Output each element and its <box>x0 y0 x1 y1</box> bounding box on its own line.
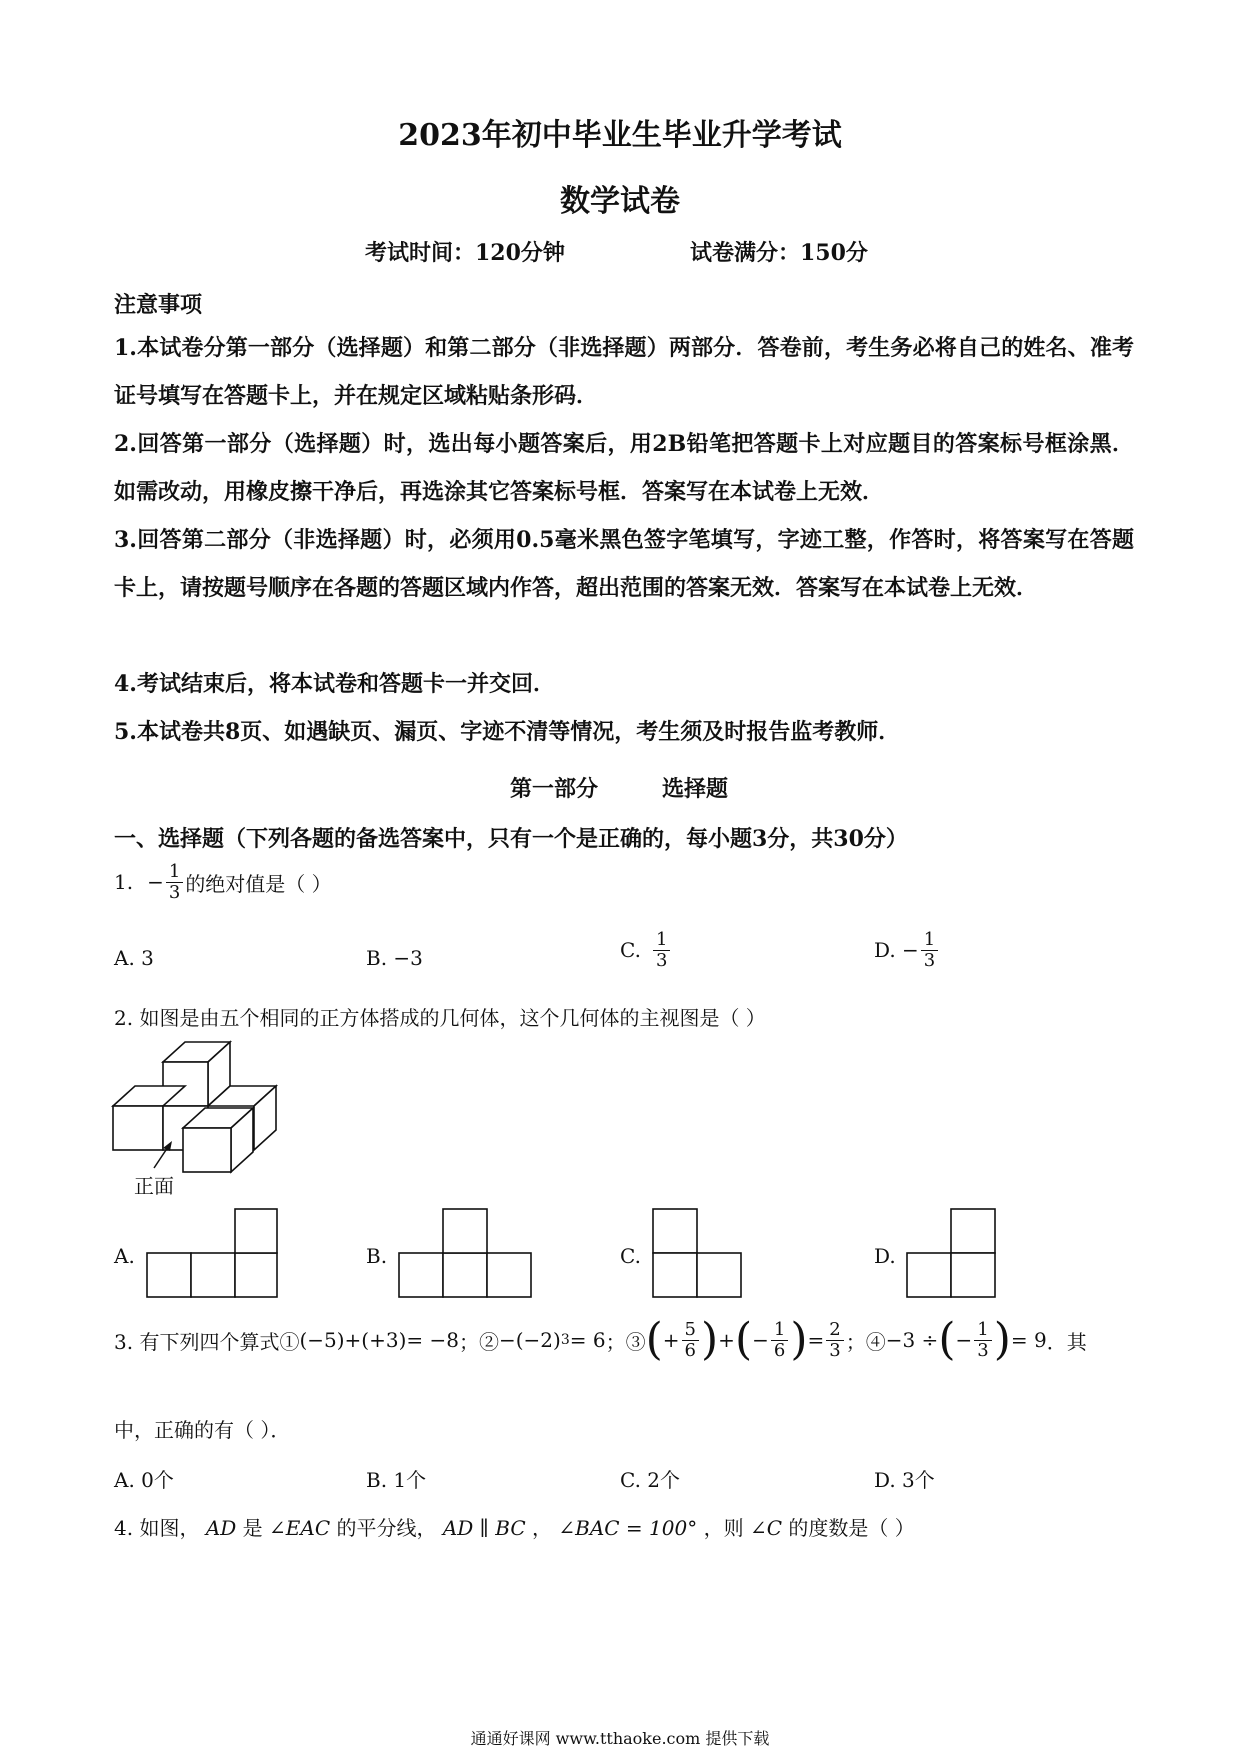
q2-option-d-label: D. <box>874 1244 896 1268</box>
q3-expr-2a: −(−2) <box>498 1328 561 1352</box>
fraction-denominator: 3 <box>977 1339 989 1361</box>
q3-expr-2-exponent: 3 <box>560 1332 570 1348</box>
q3-option-a: A. 0个 <box>114 1468 174 1492</box>
square <box>487 1253 531 1297</box>
q1-option-a: A. 3 <box>114 946 154 970</box>
q3-sep-1: ；② <box>458 1329 499 1354</box>
square <box>951 1253 995 1297</box>
square <box>697 1253 741 1297</box>
fraction <box>826 1320 843 1361</box>
q2-option-b-label: B. <box>366 1244 388 1268</box>
exam-title: 2023年初中毕业生毕业升学考试 <box>398 118 842 153</box>
q2-option-c-label: C. <box>620 1244 641 1268</box>
question-1 <box>114 862 332 903</box>
right-paren: ) <box>701 1314 719 1365</box>
square <box>399 1253 443 1297</box>
q4-part-6: 的度数是（ ） <box>788 1516 915 1540</box>
q2-option-a-label: A. <box>114 1244 135 1268</box>
fraction-numerator: 5 <box>682 1320 699 1341</box>
q3-expr-4a: −3 ÷ <box>885 1328 939 1352</box>
footer-text: 通通好课网 www.tthaoke.com 提供下载 <box>470 1729 770 1748</box>
part-label: 第一部分 <box>510 776 599 802</box>
fraction-denominator: 6 <box>684 1339 696 1361</box>
q3-option-b: B. 1个 <box>366 1468 427 1492</box>
left-paren: ( <box>938 1314 956 1365</box>
question-2-text: 2. 如图是由五个相同的正方体搭成的几何体，这个几何体的主视图是（ ） <box>114 1006 766 1030</box>
note-item-2: 2.回答第一部分（选择题）时，选出每小题答案后，用2B铅笔把答题卡上对应题目的答案标号框涂黑．如需改动，用橡皮擦干净后，再选涂其它答案标号框．答案写在本试卷上无效． <box>114 431 1134 505</box>
square <box>235 1209 277 1253</box>
fraction <box>682 1320 699 1361</box>
square <box>235 1253 277 1297</box>
fraction <box>974 1320 991 1361</box>
q4-angle-c: ∠C <box>749 1516 783 1540</box>
notes-heading: 注意事项 <box>114 292 203 318</box>
q3-sep-3: ；④ <box>845 1329 886 1354</box>
fraction <box>771 1320 788 1361</box>
q4-angle-eac: ∠EAC <box>269 1516 331 1540</box>
square <box>147 1253 191 1297</box>
plus-sign: + <box>662 1328 680 1352</box>
question-3 <box>114 1314 1134 1365</box>
fraction-numerator: 2 <box>826 1320 843 1341</box>
q3-sep-2: ；③ <box>605 1329 646 1354</box>
cube-figure <box>108 1040 288 1190</box>
square <box>907 1253 951 1297</box>
q4-part-5: ，则 <box>703 1516 744 1540</box>
exam-subtitle: 数学试卷 <box>560 184 680 219</box>
square <box>443 1253 487 1297</box>
part-name: 选择题 <box>662 776 729 802</box>
q4-segment-ad: AD <box>205 1516 237 1540</box>
section-heading: 一、选择题（下列各题的备选答案中，只有一个是正确的，每小题3分，共30分） <box>114 826 908 852</box>
question-text: 的绝对值是（ ） <box>185 871 332 896</box>
left-cube-front-face <box>113 1106 163 1150</box>
note-item-1: 1.本试卷分第一部分（选择题）和第二部分（非选择题）两部分．答卷前，考生务必将自己的姓名、准考证号填写在答题卡上，并在规定区域粘贴条形码． <box>114 335 1134 409</box>
q1-option-b: B. −3 <box>366 946 423 970</box>
q4-part-3: 的平分线， <box>336 1516 437 1540</box>
q4-angle-bac: ∠BAC = 100° <box>558 1516 698 1540</box>
fraction-denominator: 6 <box>773 1339 786 1361</box>
question-3-line-2: 中，正确的有（ ）． <box>114 1418 291 1442</box>
fraction-denominator: 3 <box>923 949 936 971</box>
square <box>191 1253 235 1297</box>
minus-sign: − <box>955 1328 973 1352</box>
q3-expr-4b: = 9 <box>1010 1328 1047 1352</box>
left-paren: ( <box>734 1314 753 1365</box>
front-cube-front-face <box>183 1128 231 1172</box>
q1-option-c <box>620 930 672 971</box>
q4-part-2: 是 <box>242 1516 263 1540</box>
right-paren: ) <box>993 1314 1011 1365</box>
q4-part-1: 4. 如图， <box>114 1516 200 1540</box>
fraction-denominator: 3 <box>168 881 181 903</box>
left-paren: ( <box>645 1314 663 1365</box>
q3-option-d: D. 3个 <box>874 1468 935 1492</box>
right-paren: ) <box>790 1314 808 1365</box>
minus-sign: − <box>752 1328 769 1352</box>
plus-sign: + <box>718 1328 735 1352</box>
fraction-denominator: 3 <box>829 1339 841 1361</box>
note-item-5: 5.本试卷共8页、如遇缺页、漏页、字迹不清等情况，考生须及时报告监考教师． <box>114 719 901 745</box>
square <box>951 1209 995 1253</box>
q2-option-b-figure <box>398 1208 534 1300</box>
q2-option-d-figure <box>906 1208 998 1300</box>
q3-prefix: 3. 有下列四个算式① <box>114 1329 300 1354</box>
fraction <box>653 930 670 971</box>
q3-expr-2b: = 6 <box>569 1328 606 1352</box>
q4-part-4: ， <box>532 1516 553 1540</box>
q4-parallel: AD ∥ BC <box>442 1516 526 1540</box>
fraction <box>921 930 938 971</box>
q3-suffix: ．其 <box>1046 1329 1087 1354</box>
square <box>443 1209 487 1253</box>
exam-time: 考试时间：120分钟 <box>365 240 565 266</box>
equals-sign: = <box>807 1328 825 1352</box>
fraction <box>166 862 183 903</box>
q3-expr-1: (−5)+(+3)= −8 <box>299 1328 459 1352</box>
note-item-4: 4.考试结束后，将本试卷和答题卡一并交回． <box>114 671 555 697</box>
fraction-numerator: 1 <box>974 1320 991 1341</box>
option-label: D. − <box>874 938 919 963</box>
minus-sign: − <box>147 870 164 895</box>
note-item-3: 3.回答第二部分（非选择题）时，必须用0.5毫米黑色签字笔填写，字迹工整，作答时，将答案写在答题卡上，请按题号顺序在各题的答题区域内作答，超出范围的答案无效．答案写在本试卷上无效． <box>114 527 1134 601</box>
fraction-numerator: 1 <box>771 1320 788 1341</box>
front-label: 正面 <box>134 1174 174 1198</box>
q1-option-d <box>874 930 940 971</box>
question-number: 1. <box>114 870 134 895</box>
question-4 <box>114 1512 915 1541</box>
exam-score: 试卷满分：150分 <box>690 240 868 266</box>
square <box>653 1209 697 1253</box>
fraction-numerator: 1 <box>653 930 670 951</box>
square <box>653 1253 697 1297</box>
fraction-numerator: 1 <box>921 930 938 951</box>
fraction-denominator: 3 <box>655 949 668 971</box>
option-label: C. <box>620 938 641 963</box>
fraction-numerator: 1 <box>166 862 183 883</box>
q2-option-c-figure <box>652 1208 744 1300</box>
q3-option-c: C. 2个 <box>620 1468 681 1492</box>
q2-option-a-figure <box>146 1208 278 1300</box>
